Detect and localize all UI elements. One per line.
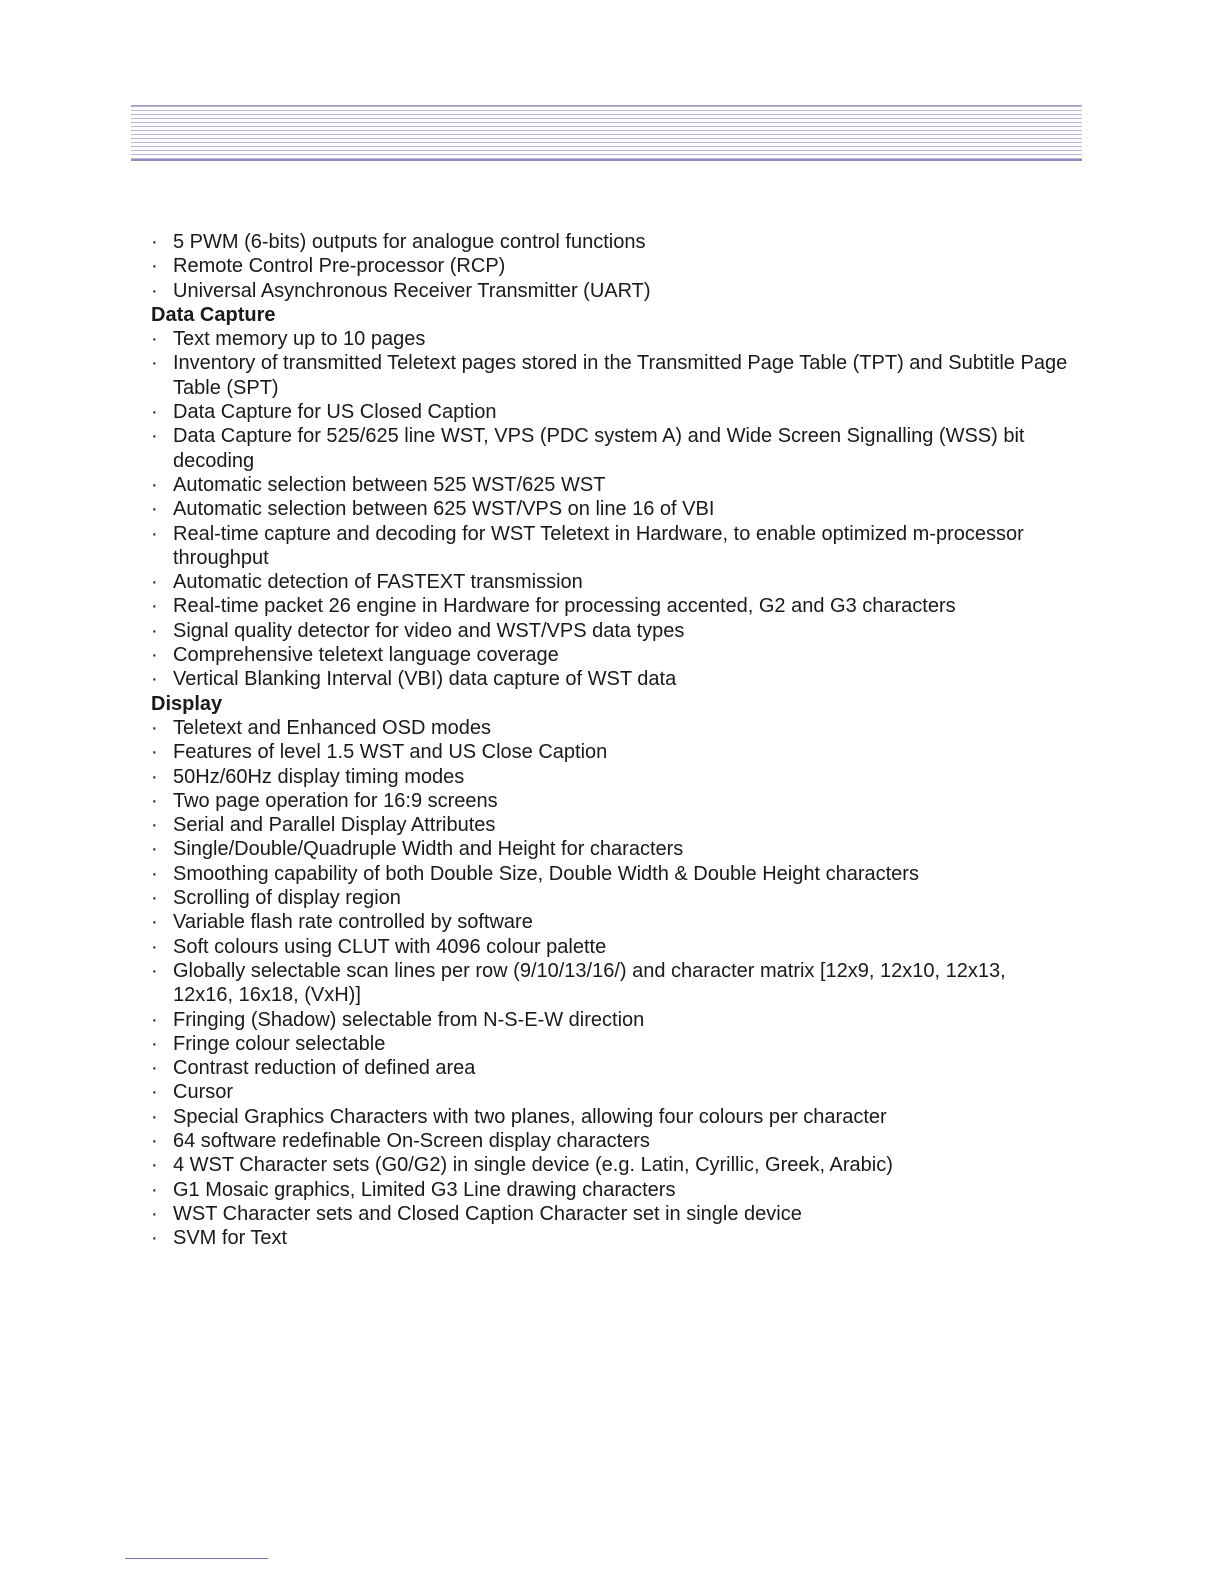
list-item — [151, 1080, 1071, 1104]
list-item — [151, 643, 1071, 667]
bullet-icon: · — [151, 328, 158, 351]
list-item-text: Scrolling of display region — [173, 887, 401, 910]
list-item-text: Teletext and Enhanced OSD modes — [173, 716, 491, 739]
list-item — [151, 473, 1071, 497]
list-item — [151, 254, 1071, 278]
list-item-text: Vertical Blanking Interval (VBI) data capture of WST data — [173, 668, 677, 691]
bullet-icon: · — [151, 619, 158, 642]
list-item — [151, 862, 1071, 886]
list-item — [151, 327, 1071, 351]
bullet-icon: · — [151, 1129, 158, 1152]
feature-list — [151, 230, 1071, 1250]
list-item-text: Cursor — [173, 1081, 234, 1104]
list-item — [151, 279, 1071, 303]
list-item-text: SVM for Text — [173, 1227, 288, 1250]
bullet-icon: · — [151, 522, 158, 545]
list-item — [151, 1056, 1071, 1080]
list-item-text: Universal Asynchronous Receiver Transmitter (UART) — [173, 279, 651, 302]
list-item — [151, 910, 1071, 934]
bullet-icon: · — [151, 716, 158, 739]
bullet-icon: · — [151, 1178, 158, 1201]
list-item — [151, 522, 1071, 571]
list-item — [151, 1105, 1071, 1129]
bullet-icon: · — [151, 401, 158, 424]
list-item-text: Serial and Parallel Display Attributes — [173, 814, 496, 837]
list-item-text: Automatic detection of FASTEXT transmission — [173, 571, 583, 594]
list-item-text: Automatic selection between 525 WST/625 WST — [173, 473, 606, 496]
list-item-text: 5 PWM (6-bits) outputs for analogue control functions — [173, 231, 646, 253]
list-item-text: 4 WST Character sets (G0/G2) in single device (e.g. Latin, Cyrillic, Greek, Arabic) — [173, 1154, 893, 1177]
list-item-text: Variable flash rate controlled by software — [173, 911, 533, 934]
list-item — [151, 789, 1071, 813]
section-heading: Display — [151, 692, 223, 715]
list-item — [151, 959, 1071, 1008]
bullet-icon: · — [151, 814, 158, 837]
list-item-text: Smoothing capability of both Double Size, Double Width & Double Height characters — [173, 862, 919, 885]
list-item — [151, 400, 1071, 424]
list-item — [151, 1008, 1071, 1032]
bullet-icon: · — [151, 1202, 158, 1225]
bullet-icon: · — [151, 1105, 158, 1128]
list-item-text: WST Character sets and Closed Caption Character set in single device — [173, 1202, 802, 1225]
list-item — [151, 424, 1071, 473]
list-item — [151, 1202, 1071, 1226]
list-item — [151, 497, 1071, 521]
list-item-text: Two page operation for 16:9 screens — [173, 789, 498, 812]
bullet-icon: · — [151, 644, 158, 667]
bullet-icon: · — [151, 935, 158, 958]
list-item — [151, 837, 1071, 861]
list-item-text: Features of level 1.5 WST and US Close Caption — [173, 741, 608, 764]
bullet-icon: · — [151, 789, 158, 812]
list-item — [151, 935, 1071, 959]
list-item-text: Inventory of transmitted Teletext pages stored in the Transmitted Page Table (TPT) and Subtitle Page Table (SPT) — [173, 352, 1068, 399]
list-item-text: Fringing (Shadow) selectable from N-S-E-W direction — [173, 1008, 645, 1031]
bullet-icon: · — [151, 595, 158, 618]
bullet-icon: · — [151, 838, 158, 861]
bullet-icon: · — [151, 1154, 158, 1177]
list-item-text: Single/Double/Quadruple Width and Height for characters — [173, 838, 684, 861]
list-item-text: Remote Control Pre-processor (RCP) — [173, 255, 506, 278]
footer-rule — [125, 1558, 268, 1559]
list-item — [151, 1153, 1071, 1177]
bullet-icon: · — [151, 765, 158, 788]
list-item — [151, 1226, 1071, 1250]
bullet-icon: · — [151, 498, 158, 521]
bullet-icon: · — [151, 862, 158, 885]
list-item — [151, 230, 1071, 254]
bullet-icon: · — [151, 425, 158, 448]
list-item — [151, 1178, 1071, 1202]
bullet-icon: · — [151, 231, 158, 253]
list-item-text: G1 Mosaic graphics, Limited G3 Line drawing characters — [173, 1178, 676, 1201]
bullet-icon: · — [151, 279, 158, 302]
bullet-icon: · — [151, 887, 158, 910]
list-item — [151, 570, 1071, 594]
bullet-icon: · — [151, 911, 158, 934]
bullet-icon: · — [151, 352, 158, 375]
list-item — [151, 1129, 1071, 1153]
bullet-icon: · — [151, 571, 158, 594]
bullet-icon: · — [151, 1227, 158, 1250]
list-item — [151, 594, 1071, 618]
bullet-icon: · — [151, 255, 158, 278]
list-item-text: Comprehensive teletext language coverage — [173, 644, 559, 667]
bullet-icon: · — [151, 473, 158, 496]
section-heading: Data Capture — [151, 303, 276, 326]
list-item-text: 64 software redefinable On-Screen display characters — [173, 1129, 650, 1152]
bullet-icon: · — [151, 741, 158, 764]
list-item-text: 50Hz/60Hz display timing modes — [173, 765, 465, 788]
bullet-icon: · — [151, 1081, 158, 1104]
list-item-text: Automatic selection between 625 WST/VPS on line 16 of VBI — [173, 498, 715, 521]
list-item-text: Special Graphics Characters with two planes, allowing four colours per character — [173, 1105, 887, 1128]
list-item-text: Data Capture for US Closed Caption — [173, 401, 497, 424]
list-item — [151, 667, 1071, 691]
bullet-icon: · — [151, 1008, 158, 1031]
list-item-text: Text memory up to 10 pages — [173, 328, 426, 351]
list-item — [151, 765, 1071, 789]
list-item — [151, 351, 1071, 400]
list-item-text: Real-time capture and decoding for WST Teletext in Hardware, to enable optimized m-processor throughput — [173, 522, 1024, 569]
list-item — [151, 716, 1071, 740]
list-item — [151, 813, 1071, 837]
list-item-text: Real-time packet 26 engine in Hardware for processing accented, G2 and G3 characters — [173, 595, 956, 618]
list-item-text: Globally selectable scan lines per row (9/10/13/16/) and character matrix [12x9, 12x10, 12x13, 12x16, 16x18, (VxH)] — [173, 959, 1006, 1007]
bullet-icon: · — [151, 959, 158, 982]
bullet-icon: · — [151, 1057, 158, 1080]
bullet-icon: · — [151, 1032, 158, 1055]
bullet-icon: · — [151, 668, 158, 691]
header-band — [131, 105, 1082, 161]
list-item-text: Signal quality detector for video and WST/VPS data types — [173, 619, 685, 642]
list-item-text: Fringe colour selectable — [173, 1032, 386, 1055]
list-item-text: Data Capture for 525/625 line WST, VPS (PDC system A) and Wide Screen Signalling (WSS) bit decoding — [173, 425, 1025, 472]
list-item — [151, 740, 1071, 764]
list-item — [151, 1032, 1071, 1056]
list-item — [151, 886, 1071, 910]
list-item — [151, 619, 1071, 643]
list-item-text: Soft colours using CLUT with 4096 colour palette — [173, 935, 607, 958]
list-item-text: Contrast reduction of defined area — [173, 1057, 476, 1080]
